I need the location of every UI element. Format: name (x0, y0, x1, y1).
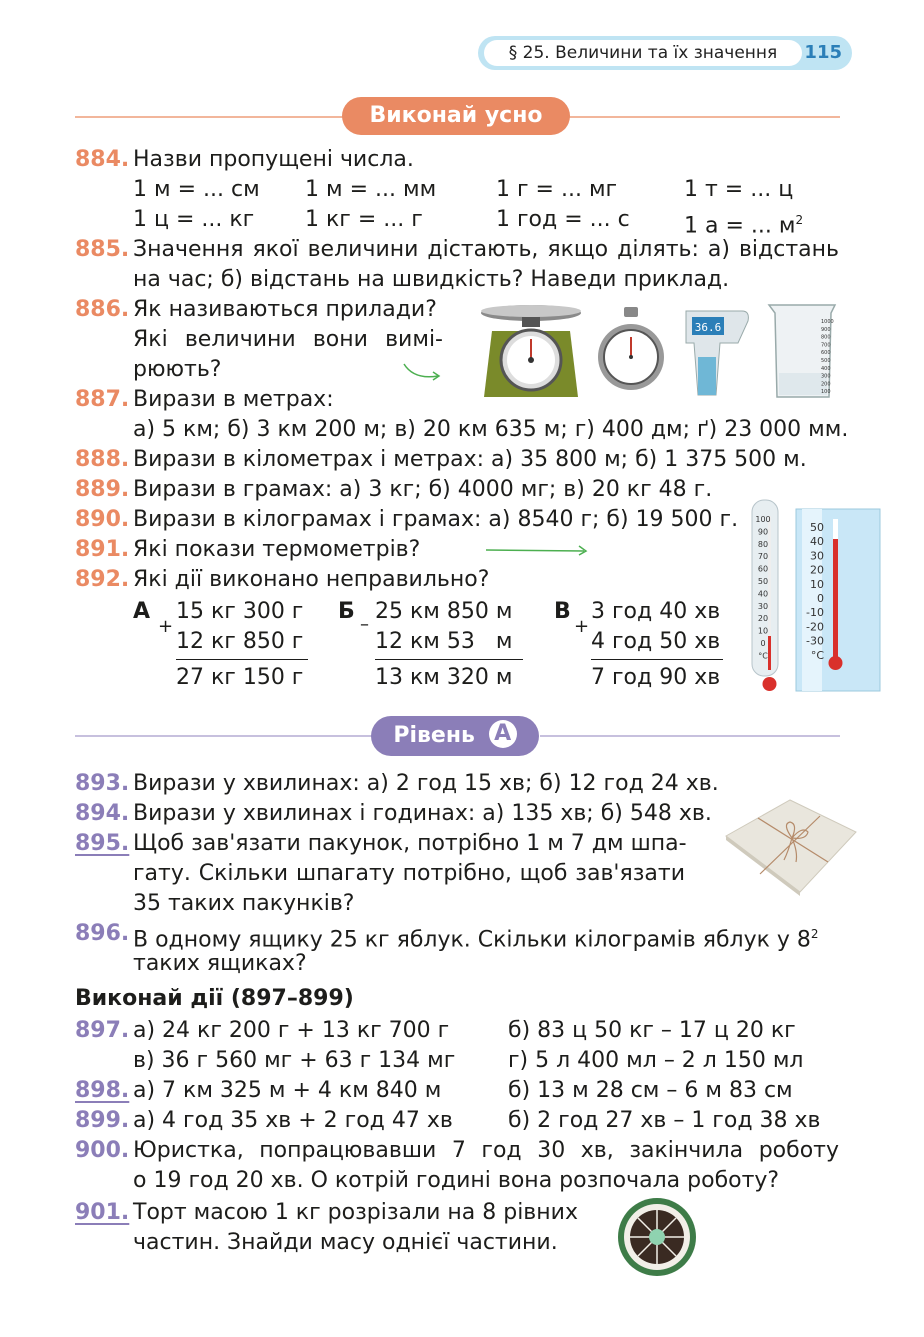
problem-text: 35 таких пакунків? (133, 891, 355, 916)
result: 7 год 90 хв (591, 665, 721, 690)
exercise-item: б) 13 м 28 см – 6 м 83 см (508, 1078, 793, 1103)
tick-label: 40 (757, 589, 769, 599)
tick-label: -20 (806, 620, 824, 634)
operand-top: 25 км 850 м (375, 599, 513, 624)
tick-label: 30 (757, 601, 769, 611)
problem-number: 889. (75, 477, 130, 502)
problem-text: рюють? (133, 357, 222, 382)
tick-label: 300 (821, 373, 831, 380)
problem-text: Значення якої величини дістають, якщо ділять: а) відстань (133, 237, 839, 262)
problem-number: 887. (75, 387, 130, 412)
tick-label: 200 (821, 381, 831, 388)
problem-text: Вирази в кілограмах і грамах: а) 8540 г; б) 19 500 г. (133, 507, 739, 532)
exercise-item: в) 36 г 560 мг + 63 г 134 мг (133, 1048, 456, 1073)
problem-text: Які дії виконано неправильно? (133, 567, 490, 592)
tick-label: 1000 (821, 319, 834, 325)
divider-right (540, 116, 840, 118)
stopwatch-image (596, 305, 666, 395)
conversion-item: 1 а = ... $м^2$ (684, 213, 804, 239)
problem-number: 885. (75, 237, 130, 262)
page-number: 115 (804, 42, 842, 63)
problem-text: Які величини вони вимі- (133, 327, 443, 352)
result: 13 км 320 м (375, 665, 513, 690)
tick-label: 80 (757, 539, 769, 549)
thermometer-display: 36.6 (694, 321, 722, 334)
tick-label: °C (810, 648, 824, 662)
divider-right (540, 735, 840, 737)
option-label-a: А (133, 599, 151, 624)
section-oral-badge: Виконай усно (342, 97, 570, 135)
page-header (478, 36, 852, 70)
problem-number: 897. (75, 1018, 130, 1043)
cake-image (616, 1196, 698, 1278)
problem-number: 899. (75, 1108, 130, 1133)
exercise-item: г) 5 л 400 мл – 2 л 150 мл (508, 1048, 804, 1073)
tick-label: 500 (821, 358, 831, 364)
tick-label: 100 (821, 389, 831, 396)
problem-text: о 19 год 20 хв. О котрій годині вона розпочала роботу? (133, 1168, 780, 1193)
problem-number: 888. (75, 447, 130, 472)
option-label-c: В (554, 599, 571, 624)
problem-text: Щоб зав'язати пакунок, потрібно 1 м 7 дм шпа- (133, 831, 687, 856)
problem-text: Вирази в грамах: а) 3 кг; б) 4000 мг; в) 20 кг 48 г. (133, 477, 713, 502)
problem-number: 900. (75, 1138, 130, 1163)
conversion-item: 1 м = ... см (133, 177, 260, 202)
arrow-icon (484, 542, 592, 558)
operation-sign: + (158, 616, 174, 637)
tick-label: 800 (821, 334, 831, 341)
tick-label: 30 (810, 549, 824, 563)
level-title: Рівень (393, 723, 475, 748)
tick-label: 60 (757, 564, 769, 574)
problem-text: Юристка, попрацювавши 7 год 30 хв, закінчила роботу (133, 1138, 839, 1163)
operation-sign: + (574, 616, 590, 637)
tick-label: 40 (810, 535, 824, 549)
conversion-item: 1 год = ... с (496, 207, 630, 232)
tick-label: 90 (757, 527, 769, 537)
operand-bottom: 4 год 50 хв (591, 629, 721, 654)
problem-number: 886. (75, 297, 130, 322)
problem-number: 893. (75, 771, 130, 796)
tick-label: 50 (810, 521, 824, 534)
exercise-item: а) 4 год 35 хв + 2 год 47 хв (133, 1108, 453, 1133)
problem-number: 896. (75, 921, 130, 946)
problem-text: гату. Скільки шпагату потрібно, щоб зав'язати (133, 861, 685, 886)
thermometer-2-image (794, 507, 882, 693)
operand-bottom: 12 км 53 м (375, 629, 513, 654)
operand-top: 3 год 40 хв (591, 599, 721, 624)
problem-text: таких ящиках? (133, 951, 307, 976)
problem-number: 898. (75, 1078, 130, 1103)
measuring-beaker-image (765, 301, 841, 401)
operand-bottom: 12 кг 850 г (176, 629, 304, 654)
arrow-icon (400, 360, 444, 384)
conversion-item: 1 м = ... мм (305, 177, 437, 202)
tick-label: 900 (821, 326, 831, 333)
level-letter: А (489, 720, 517, 748)
tick-label: 400 (821, 365, 831, 372)
result-bar (375, 659, 523, 660)
infrared-thermometer-image (676, 303, 752, 399)
problem-number: 901. (75, 1200, 130, 1225)
divider-left (75, 735, 375, 737)
problem-number: 884. (75, 147, 130, 172)
divider-left (75, 116, 375, 118)
exercise-item: а) 24 кг 200 г + 13 кг 700 г (133, 1018, 450, 1043)
level-badge (371, 716, 539, 756)
problem-text: Вирази в кілометрах і метрах: а) 35 800 м; б) 1 375 500 м. (133, 447, 807, 472)
tick-label: 600 (821, 350, 831, 357)
tick-label: 20 (757, 614, 769, 624)
conversion-item: 1 кг = ... г (305, 207, 423, 232)
result-bar (591, 659, 723, 660)
problem-text: В одному ящику 25 кг яблук. Скільки кілограмів яблук у $8^2$ (133, 927, 819, 953)
tick-label: 100 (755, 515, 771, 524)
problem-number: 890. (75, 507, 130, 532)
tick-label: 20 (810, 563, 824, 577)
tick-label: 0 (760, 639, 766, 648)
problem-number: 894. (75, 801, 130, 826)
conversion-item: 1 г = ... мг (496, 177, 618, 202)
operation-sign: – (360, 614, 369, 635)
tick-label: 50 (757, 577, 769, 586)
exercise-item: а) 7 км 325 м + 4 км 840 м (133, 1078, 442, 1103)
tick-label: 700 (821, 342, 831, 349)
subheading: Виконай дії (897–899) (75, 986, 354, 1011)
problem-text: на час; б) відстань на швидкість? Наведи приклад. (133, 267, 730, 292)
tick-label: 10 (757, 626, 769, 636)
problem-number: 895. (75, 831, 130, 856)
problem-text: Торт масою 1 кг розрізали на 8 рівних (133, 1200, 578, 1225)
exercise-item: б) 83 ц 50 кг – 17 ц 20 кг (508, 1018, 796, 1043)
problem-text: Вирази у хвилинах і годинах: а) 135 хв; б) 548 хв. (133, 801, 712, 826)
problem-text: Вирази у хвилинах: а) 2 год 15 хв; б) 12 год 24 хв. (133, 771, 719, 796)
section-title: § 25. Величини та їх значення (484, 40, 802, 66)
problem-number: 892. (75, 567, 130, 592)
problem-text: Як називаються прилади? (133, 297, 437, 322)
tick-label: 10 (810, 577, 824, 591)
problem-text: частин. Знайди масу однієї частини. (133, 1230, 558, 1255)
thermometer-1-image (748, 498, 782, 702)
conversion-item: 1 ц = ... кг (133, 207, 255, 232)
tick-label: -30 (806, 634, 824, 648)
tick-label: 70 (757, 552, 769, 562)
problem-text: Які покази термометрів? (133, 537, 421, 562)
tick-label: -10 (806, 606, 824, 620)
result: 27 кг 150 г (176, 665, 304, 690)
exercise-item: б) 2 год 27 хв – 1 год 38 хв (508, 1108, 821, 1133)
result-bar (176, 659, 308, 660)
operand-top: 15 кг 300 г (176, 599, 304, 624)
problem-number: 891. (75, 537, 130, 562)
problem-text: а) 5 км; б) 3 км 200 м; в) 20 км 635 м; г) 400 дм; ґ) 23 000 мм. (133, 417, 849, 442)
problem-text: Назви пропущені числа. (133, 147, 414, 172)
problem-text: Вирази в метрах: (133, 387, 334, 412)
conversion-item: 1 т = ... ц (684, 177, 794, 202)
option-label-b: Б (338, 599, 355, 624)
package-image (720, 796, 860, 896)
tick-label: 0 (817, 592, 824, 605)
kitchen-scale-image (478, 303, 584, 401)
tick-label: °C (758, 651, 768, 661)
